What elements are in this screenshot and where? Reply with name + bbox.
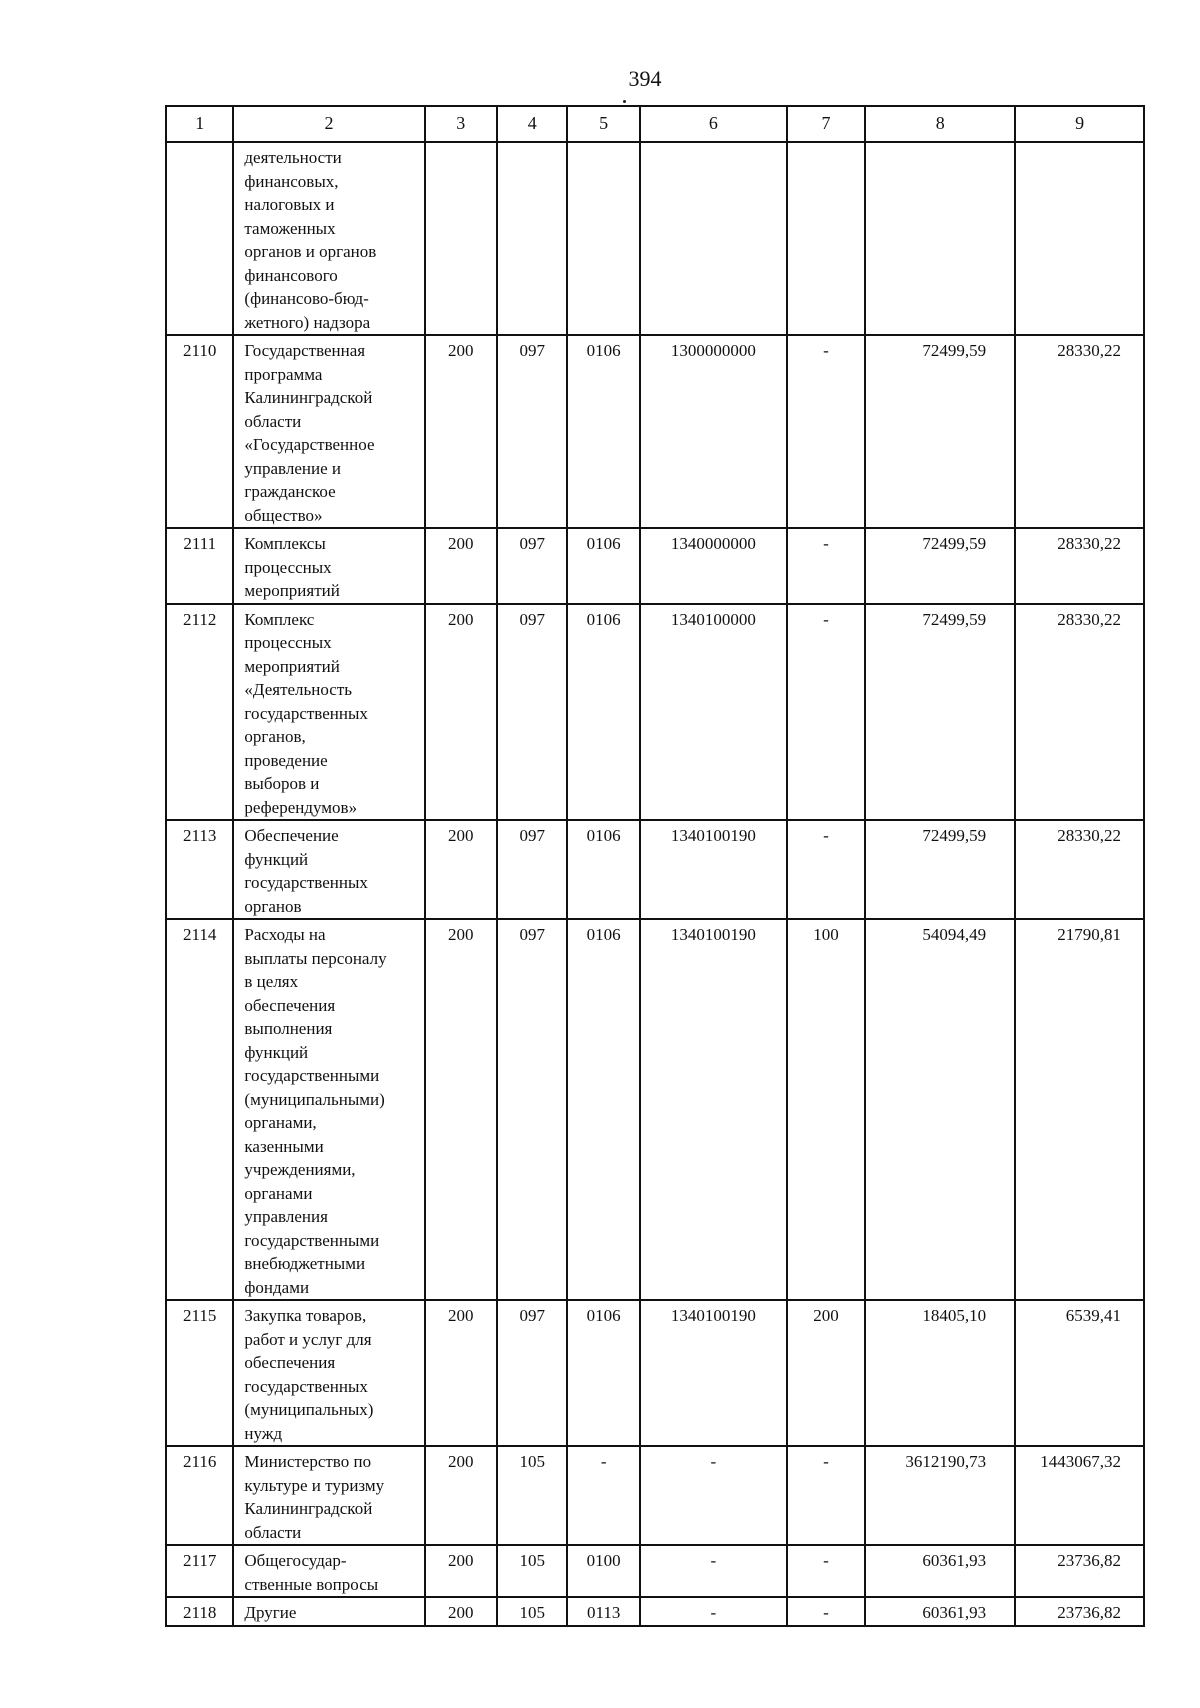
header-cell: 3	[425, 106, 497, 142]
col-7: -	[787, 1545, 865, 1597]
row-number: 2117	[166, 1545, 233, 1597]
header-cell: 4	[497, 106, 567, 142]
col-9-amount: 28330,22	[1015, 604, 1144, 821]
header-cell: 8	[865, 106, 1015, 142]
col-7: -	[787, 604, 865, 821]
col-3: 200	[425, 820, 497, 919]
col-6: 1340000000	[640, 528, 787, 604]
row-number: 2112	[166, 604, 233, 821]
table-row	[166, 1597, 1144, 1626]
col-3: 200	[425, 604, 497, 821]
col-7: -	[787, 1446, 865, 1545]
col-4: 097	[497, 335, 567, 528]
col-8-amount: 54094,49	[865, 919, 1015, 1300]
col-5: 0106	[567, 1300, 639, 1446]
col-9-amount: 1443067,32	[1015, 1446, 1144, 1545]
header-cell: 1	[166, 106, 233, 142]
col-8-amount	[865, 142, 1015, 335]
page-number: 394	[628, 66, 662, 91]
col-5: 0106	[567, 335, 639, 528]
header-row	[166, 106, 1144, 142]
table-row	[166, 335, 1144, 528]
col-8-amount: 72499,59	[865, 604, 1015, 821]
col-6: 1340100190	[640, 919, 787, 1300]
col-7: 100	[787, 919, 865, 1300]
col-4: 105	[497, 1597, 567, 1626]
col-4: 097	[497, 919, 567, 1300]
row-number: 2110	[166, 335, 233, 528]
col-8-amount: 72499,59	[865, 528, 1015, 604]
col-3: 200	[425, 1545, 497, 1597]
col-7: -	[787, 820, 865, 919]
col-3: 200	[425, 335, 497, 528]
table-row	[166, 528, 1144, 604]
header-cell: 2	[233, 106, 424, 142]
col-8-amount: 72499,59	[865, 820, 1015, 919]
col-4: 097	[497, 820, 567, 919]
col-9-amount: 28330,22	[1015, 335, 1144, 528]
col-5	[567, 142, 639, 335]
col-9-amount: 23736,82	[1015, 1597, 1144, 1626]
col-6: -	[640, 1597, 787, 1626]
col-6: 1340100000	[640, 604, 787, 821]
col-6	[640, 142, 787, 335]
row-name: Государственная программа Калининградской области «Государственное управление и гражданское общество»	[233, 335, 424, 528]
scan-dot	[623, 100, 626, 103]
row-name: Обеспечение функций государственных органов	[233, 820, 424, 919]
row-number: 2118	[166, 1597, 233, 1626]
col-7: -	[787, 1597, 865, 1626]
col-9-amount: 21790,81	[1015, 919, 1144, 1300]
header-cell: 5	[567, 106, 639, 142]
row-name: Министерство по культуре и туризму Калининградской области	[233, 1446, 424, 1545]
col-9-amount: 28330,22	[1015, 528, 1144, 604]
col-9-amount: 6539,41	[1015, 1300, 1144, 1446]
col-9-amount	[1015, 142, 1144, 335]
header-cell: 6	[640, 106, 787, 142]
col-5: 0106	[567, 528, 639, 604]
col-3: 200	[425, 1300, 497, 1446]
col-5: 0106	[567, 604, 639, 821]
row-name: деятельности финансовых, налоговых и таможенных органов и органов финансового (финансово-бюд- жетного) надзора	[233, 142, 424, 335]
col-8-amount: 3612190,73	[865, 1446, 1015, 1545]
row-name: Общегосудар- ственные вопросы	[233, 1545, 424, 1597]
col-7: -	[787, 335, 865, 528]
col-5: -	[567, 1446, 639, 1545]
col-4: 097	[497, 528, 567, 604]
header-cell: 7	[787, 106, 865, 142]
row-number: 2115	[166, 1300, 233, 1446]
col-7	[787, 142, 865, 335]
col-5: 0100	[567, 1545, 639, 1597]
table-row	[166, 604, 1144, 821]
col-6: 1340100190	[640, 1300, 787, 1446]
row-name: Комплексы процессных мероприятий	[233, 528, 424, 604]
col-5: 0113	[567, 1597, 639, 1626]
col-3: 200	[425, 528, 497, 604]
table-row	[166, 919, 1144, 1300]
col-3: 200	[425, 1597, 497, 1626]
budget-table	[165, 105, 1145, 1627]
header-cell: 9	[1015, 106, 1144, 142]
row-number	[166, 142, 233, 335]
col-8-amount: 60361,93	[865, 1545, 1015, 1597]
row-number: 2111	[166, 528, 233, 604]
table-row	[166, 1446, 1144, 1545]
col-3	[425, 142, 497, 335]
col-4: 097	[497, 604, 567, 821]
col-9-amount: 28330,22	[1015, 820, 1144, 919]
table-row	[166, 1300, 1144, 1446]
col-4	[497, 142, 567, 335]
table-row	[166, 142, 1144, 335]
row-number: 2116	[166, 1446, 233, 1545]
col-4: 105	[497, 1545, 567, 1597]
col-8-amount: 60361,93	[865, 1597, 1015, 1626]
row-number: 2113	[166, 820, 233, 919]
col-4: 097	[497, 1300, 567, 1446]
col-8-amount: 18405,10	[865, 1300, 1015, 1446]
row-name: Закупка товаров, работ и услуг для обеспечения государственных (муниципальных) нужд	[233, 1300, 424, 1446]
col-4: 105	[497, 1446, 567, 1545]
table-row	[166, 1545, 1144, 1597]
col-5: 0106	[567, 820, 639, 919]
col-6: -	[640, 1446, 787, 1545]
col-6: 1300000000	[640, 335, 787, 528]
col-7: -	[787, 528, 865, 604]
table-row	[166, 820, 1144, 919]
col-8-amount: 72499,59	[865, 335, 1015, 528]
col-3: 200	[425, 919, 497, 1300]
col-3: 200	[425, 1446, 497, 1545]
col-5: 0106	[567, 919, 639, 1300]
row-name: Расходы на выплаты персоналу в целях обеспечения выполнения функций государственными (муниципальными) органами, казенными учреждениями, органами управления государственными внебюджетными фондами	[233, 919, 424, 1300]
row-name: Комплекс процессных мероприятий «Деятельность государственных органов, проведение выборов и референдумов»	[233, 604, 424, 821]
row-number: 2114	[166, 919, 233, 1300]
row-name: Другие	[233, 1597, 424, 1626]
col-7: 200	[787, 1300, 865, 1446]
col-9-amount: 23736,82	[1015, 1545, 1144, 1597]
col-6: -	[640, 1545, 787, 1597]
col-6: 1340100190	[640, 820, 787, 919]
